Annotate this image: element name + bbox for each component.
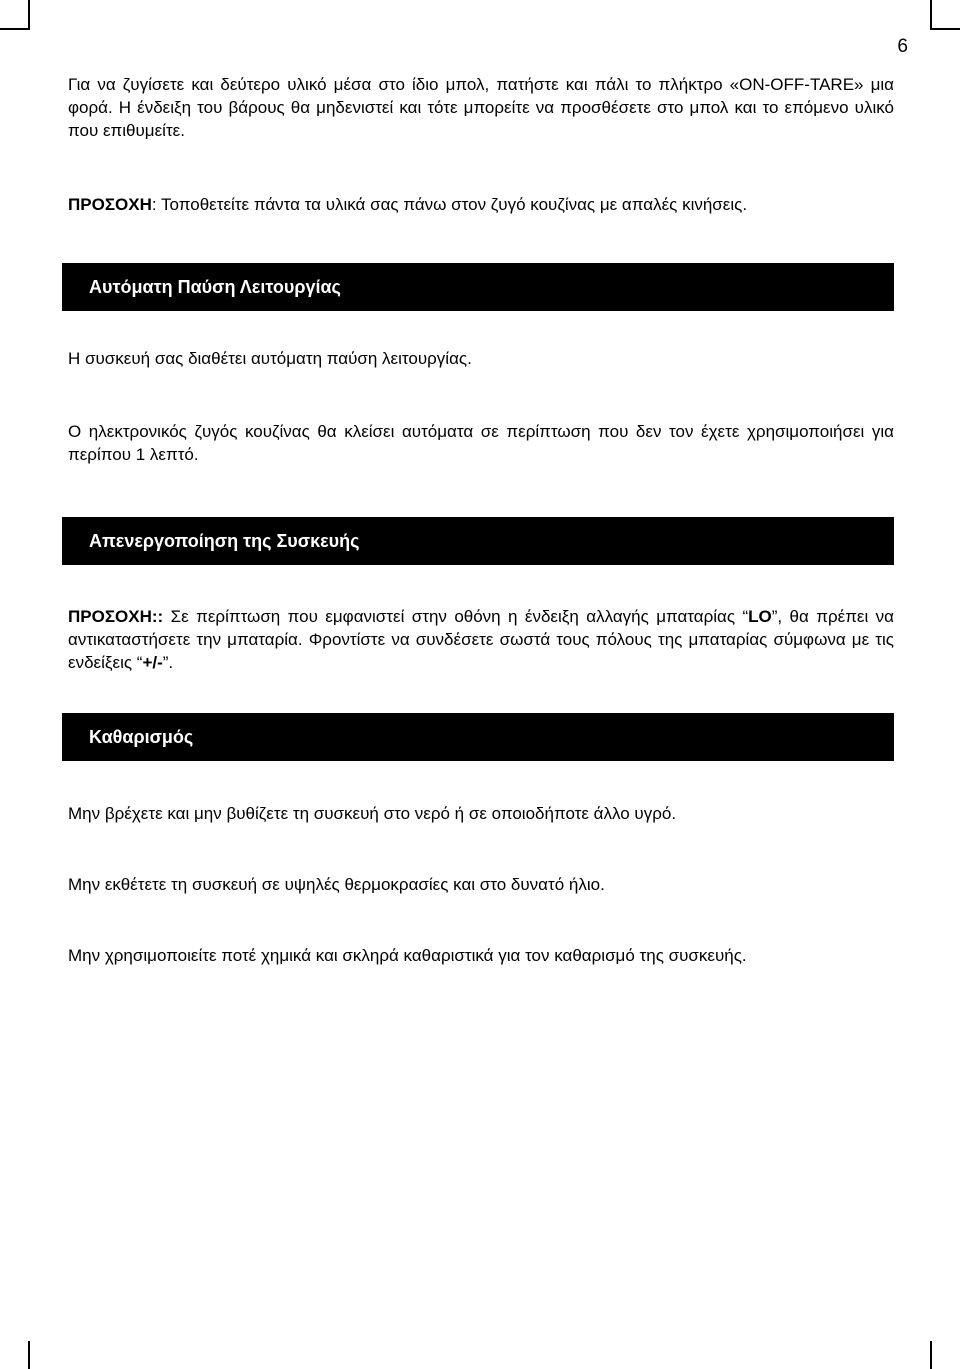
section-heading-power-off: Απενεργοποίηση της Συσκευής [62, 517, 894, 565]
cleaning-item [68, 873, 894, 896]
page-number: 6 [897, 36, 908, 57]
caution-text: : Τοποθετείτε πάντα τα υλικά σας πάνω στον ζυγό κουζίνας με απαλές κινήσεις. [151, 195, 748, 214]
battery-lo-indicator: LO [748, 607, 772, 626]
crop-mark-top-right-vertical [930, 0, 932, 28]
section-heading-auto-off: Αυτόματη Παύση Λειτουργίας [62, 263, 894, 311]
cleaning-item-text: Μην βρέχετε και μην βυθίζετε τη συσκευή στο νερό ή σε οποιοδήποτε άλλο υγρό. [68, 804, 677, 823]
auto-off-paragraph-2 [68, 420, 894, 466]
battery-warning-text-b: ”, θα πρέπει να αντικαταστήσετε την μπαταρία. Φροντίστε να συνδέσετε σωστά τους πόλους της μπαταρίας σύμφωνα με τις ενδείξεις “ [68, 607, 894, 672]
cleaning-item-text: Μην εκθέτετε τη συσκευή σε υψηλές θερμοκρασίες και στο δυνατό ήλιο. [68, 875, 605, 894]
battery-warning-label: ΠΡΟΣΟΧΗ:: [68, 607, 164, 626]
crop-mark-top-right-horizontal [930, 28, 960, 30]
battery-warning-text-a: Σε περίπτωση που εμφανιστεί στην οθόνη η ένδειξη αλλαγής μπαταρίας “ [163, 607, 749, 626]
cleaning-item [68, 802, 894, 825]
crop-mark-top-left-horizontal [0, 28, 30, 30]
crop-mark-top-left-vertical [28, 0, 30, 28]
caution-label: ΠΡΟΣΟΧΗ [68, 195, 152, 214]
section-heading-cleaning: Καθαρισμός [62, 713, 894, 761]
auto-off-text-1: Η συσκευή σας διαθέτει αυτόματη παύση λειτουργίας. [68, 349, 472, 368]
battery-polarity-indicator: +/- [142, 653, 163, 672]
intro-text: Για να ζυγίσετε και δεύτερο υλικό μέσα στο ίδιο μπολ, πατήστε και πάλι το πλήκτρο «ON-OFF-TARE» μια φορά. Η ένδειξη του βάρους θα μηδενιστεί και τότε μπορείτε να προσθέσετε στο μπολ και το επόμενο υλικό που επιθυμείτε. [68, 75, 894, 140]
crop-mark-bottom-right-vertical [930, 1341, 932, 1369]
cleaning-item [68, 944, 894, 967]
auto-off-text-2: Ο ηλεκτρονικός ζυγός κουζίνας θα κλείσει αυτόματα σε περίπτωση που δεν τον έχετε χρησιμοποιήσει για περίπου 1 λεπτό. [68, 422, 894, 464]
crop-mark-bottom-left-vertical [28, 1341, 30, 1369]
caution-paragraph [68, 193, 894, 216]
auto-off-paragraph-1 [68, 347, 894, 370]
battery-warning-text-c: ”. [162, 653, 174, 672]
cleaning-item-text: Μην χρησιμοποιείτε ποτέ χημικά και σκληρά καθαριστικά για τον καθαρισμό της συσκευής. [68, 946, 747, 965]
battery-warning-paragraph [68, 605, 894, 674]
intro-paragraph [68, 73, 894, 142]
